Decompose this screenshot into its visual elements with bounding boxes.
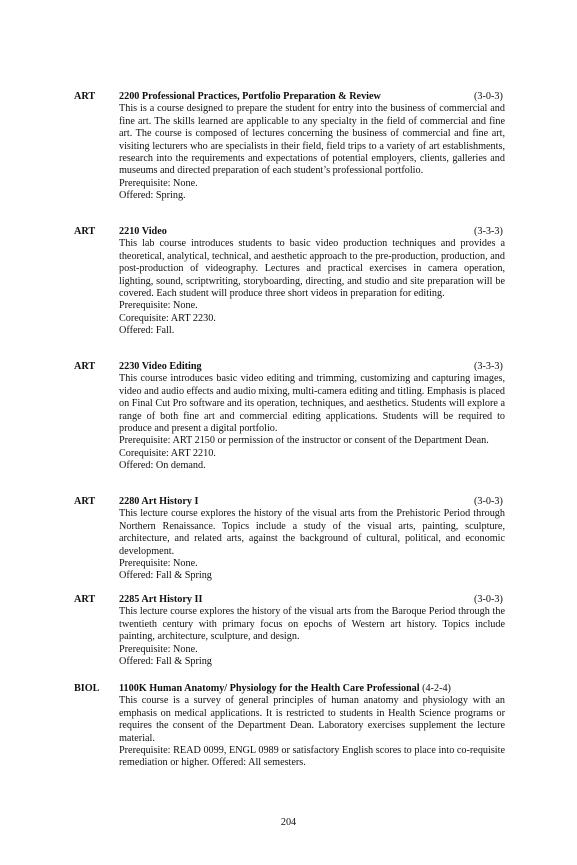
course-body: [119, 373, 505, 472]
course-prerequisite: Prerequisite: ART 2150 or permission of the instructor or consent of the Department Dean.: [119, 435, 489, 447]
course-body: [119, 606, 505, 668]
course-body: [119, 695, 505, 769]
course-body: [119, 103, 505, 202]
course-description: This course is a survey of general principles of human anatomy and physiology with an emphasis on medical applications. It is restricted to students in Health Science programs or requires the consent of the Department Dean. Laboratory exercises supplement the lecture material.: [119, 695, 505, 744]
course-description: This lab course introduces students to basic video production techniques and provides a theoretical, analytical, technical, and aesthetic approach to the pre-production, production, and post-production of videography. Lectures and practical exercises in camera operation, lighting, sound, scriptwriting, storyboarding, directing, and studio and site preparation will be covered. Each student will produce three short videos in preparation for editing.: [119, 238, 505, 300]
course-subject: BIOL: [74, 683, 100, 694]
course-offered: Offered: Fall.: [119, 325, 175, 337]
course-subject: ART: [74, 594, 96, 605]
course-prerequisite: Prerequisite: None.: [119, 558, 198, 570]
course-subject: ART: [74, 496, 96, 507]
course-title: 2200 Professional Practices, Portfolio Preparation & Review: [119, 91, 381, 102]
course-prerequisite: Prerequisite: None.: [119, 643, 198, 655]
course-title: 1100K Human Anatomy/ Physiology for the Health Care Professional: [119, 683, 420, 694]
course-credits: (3-3-3): [474, 361, 503, 372]
course-title: 2210 Video: [119, 226, 167, 237]
course-description: This is a course designed to prepare the student for entry into the business of commercial and fine art. The skills learned are applicable to any specialty in the field of commercial and fine art. The course is composed of lectures concerning the business of commercial and fine art, visiting lecturers who are specialists in their field, field trips to a variety of art establishments, research into the requirements and expectations of potential employers, clients, galleries and museums and directed preparation of each student’s professional portfolio.: [119, 103, 505, 177]
course-subject: ART: [74, 361, 96, 372]
course-credits: (3-0-3): [474, 594, 503, 605]
course-description: This course introduces basic video editing and trimming, customizing and capturing images, video and audio effects and audio mixing, multi-camera editing and titling. Emphasis is placed on Final Cut Pro software and its operation, techniques, and aesthetics. Students will explore a range of both fine art and commercial editing applications. Students will be required to produce and present a digital portfolio.: [119, 373, 505, 435]
course-prerequisite-offered: Prerequisite: READ 0099, ENGL 0989 or satisfactory English scores to place into co-requisite remediation or higher. Offered: All semesters.: [119, 745, 505, 769]
course-offered: Offered: Spring.: [119, 190, 186, 202]
course-subject: ART: [74, 226, 96, 237]
page-number: 204: [280, 817, 297, 828]
course-offered: Offered: On demand.: [119, 460, 206, 472]
course-offered: Offered: Fall & Spring: [119, 570, 212, 582]
course-corequisite: Corequisite: ART 2230.: [119, 312, 216, 324]
course-prerequisite: Prerequisite: None.: [119, 300, 198, 312]
course-body: [119, 238, 505, 337]
course-credits: (4-2-4): [422, 683, 451, 694]
course-subject: ART: [74, 91, 96, 102]
course-title: 2230 Video Editing: [119, 361, 202, 372]
course-offered: Offered: Fall & Spring: [119, 656, 212, 668]
course-corequisite: Corequisite: ART 2210.: [119, 447, 216, 459]
course-description: This lecture course explores the history of the visual arts from the Baroque Period through the twentieth century with primary focus on epochs of Western art history. Topics include painting, architecture, sculpture, and design.: [119, 606, 505, 643]
course-title: 2280 Art History I: [119, 496, 199, 507]
course-credits: (3-3-3): [474, 226, 503, 237]
course-credits: (3-0-3): [474, 91, 503, 102]
course-title-line: [119, 683, 451, 695]
course-prerequisite: Prerequisite: None.: [119, 177, 198, 189]
course-description: This lecture course explores the history of the visual arts from the Prehistoric Period through Northern Renaissance. Topics include a study of the visual arts, painting, sculpture, architecture, and related arts, against the background of cultural, political, and economic development.: [119, 508, 505, 557]
course-credits: (3-0-3): [474, 496, 503, 507]
course-body: [119, 508, 505, 582]
course-title: 2285 Art History II: [119, 594, 203, 605]
